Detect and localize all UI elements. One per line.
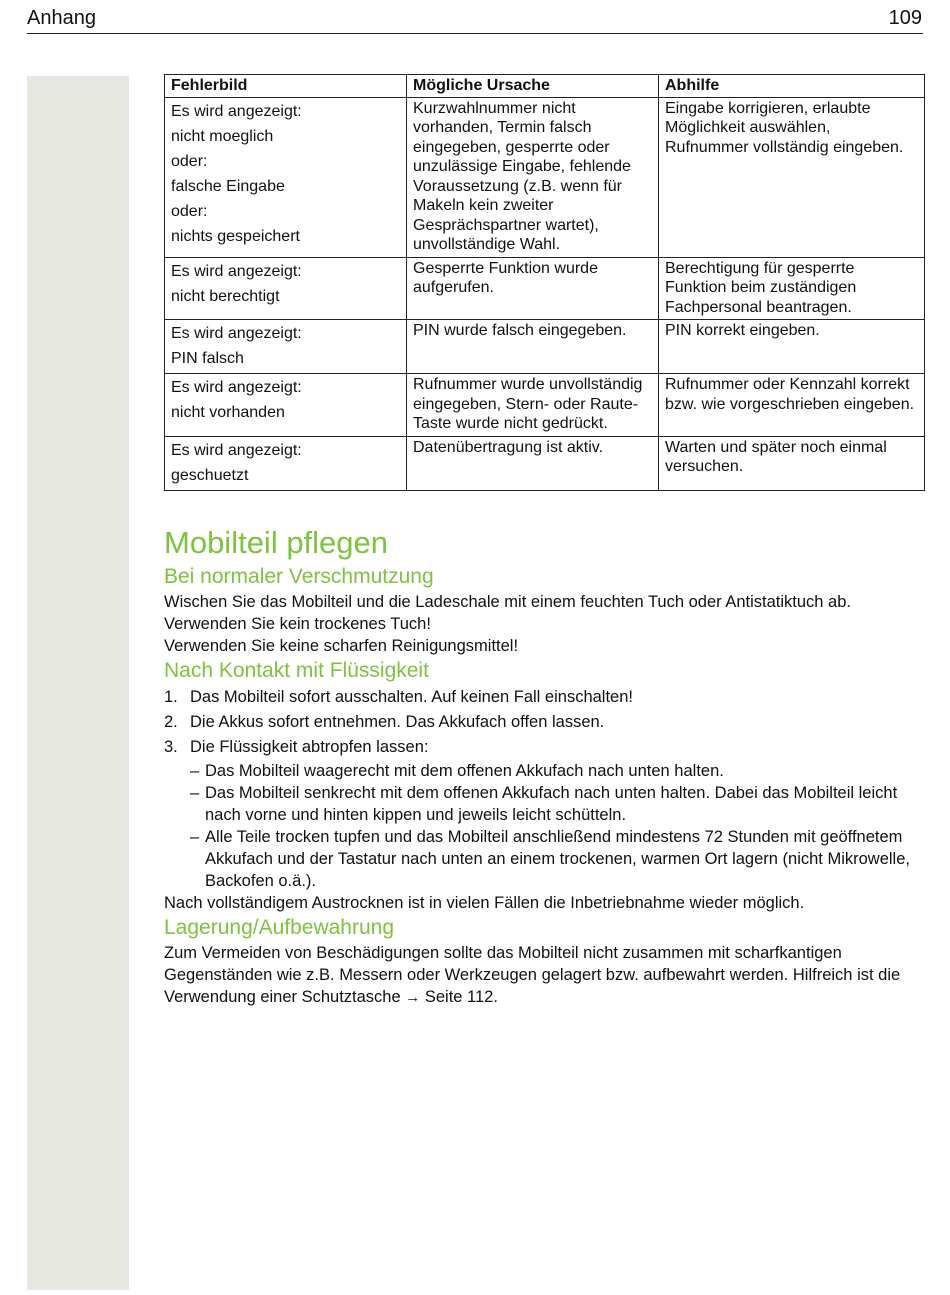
step-text: Die Akkus sofort entnehmen. Das Akkufach offen lassen. (190, 712, 605, 731)
table-row (165, 436, 925, 490)
sub-item-text: Das Mobilteil waagerecht mit dem offenen Akkufach nach unten halten. (205, 761, 724, 780)
column-header-cause: Mögliche Ursache (407, 75, 659, 98)
symptom-line: Es wird angezeigt: (171, 325, 302, 342)
header-title: Anhang (27, 7, 96, 29)
cause-text: Datenübertragung ist aktiv. (413, 438, 604, 456)
list-item (164, 685, 924, 710)
remedy-text: Warten und später noch einmal versuchen. (665, 438, 887, 475)
storage-body: Zum Vermeiden von Beschädigungen sollte das Mobilteil nicht zusammen mit scharfkantigen Gegenständen wie z.B. Messern oder Werkzeugen gelagert bzw. aufbewahrt werden. Hilfreich ist die Verwendung einer Schutztasche (164, 943, 901, 1006)
remedy-cell (659, 97, 925, 257)
list-item (164, 710, 924, 735)
cause-text: Gesperrte Funktion wurde aufgerufen. (413, 259, 598, 296)
symptom-line: oder: (171, 202, 208, 220)
dash-bullet: – (190, 783, 200, 802)
cause-text: Rufnummer wurde unvollständig eingegeben, Stern- oder Raute-Taste wurde nicht gedrückt. (413, 376, 643, 432)
symptom-line: geschuetzt (171, 466, 249, 484)
header-divider (27, 33, 923, 34)
symptom-line: nicht berechtigt (171, 287, 280, 305)
column-header-symptom: Fehlerbild (165, 75, 407, 98)
symptom-line: Es wird angezeigt: (171, 102, 302, 120)
list-item (190, 826, 924, 892)
symptom-line: oder: (171, 152, 208, 170)
text-line: Verwenden Sie kein trockenes Tuch! (164, 614, 431, 633)
arrow-right-icon: → (405, 988, 421, 1006)
cause-text: PIN wurde falsch eingegeben. (413, 322, 627, 339)
subsection-title-storage: Lagerung/Aufbewahrung (164, 915, 395, 939)
symptom-line: Es wird angezeigt: (171, 262, 302, 280)
dash-bullet: – (190, 761, 200, 780)
text-line: Wischen Sie das Mobilteil und die Ladeschale mit einem feuchten Tuch oder Antistatiktuch ab. (164, 592, 851, 611)
step-number: 3. (164, 737, 178, 756)
symptom-line: PIN falsch (171, 350, 244, 367)
page-reference-link[interactable]: Seite 112. (424, 987, 498, 1006)
storage-text (164, 942, 924, 1009)
subsection-title-liquid: Nach Kontakt mit Flüssigkeit (164, 658, 429, 682)
side-margin-bar (27, 76, 129, 1290)
dash-bullet: – (190, 827, 200, 846)
troubleshooting-table (164, 74, 925, 491)
symptom-line: nicht vorhanden (171, 404, 285, 421)
step-number: 2. (164, 712, 178, 731)
text-line: Verwenden Sie keine scharfen Reinigungsmittel! (164, 636, 519, 655)
symptom-line: Es wird angezeigt: (171, 441, 302, 459)
remedy-cell (659, 320, 925, 374)
symptom-line: nicht moeglich (171, 127, 274, 145)
drying-sub-list (164, 760, 924, 892)
remedy-cell (659, 436, 925, 490)
column-header-remedy: Abhilfe (659, 75, 925, 98)
symptom-line: nichts gespeichert (171, 227, 300, 245)
sub-item-text: Das Mobilteil senkrecht mit dem offenen Akkufach nach unten halten. Dabei das Mobilteil leicht nach vorne und hinten kippen und jeweils leicht schütteln. (205, 783, 898, 824)
symptom-cell (165, 97, 407, 257)
cause-cell (407, 320, 659, 374)
step-text: Die Flüssigkeit abtropfen lassen: (190, 737, 429, 756)
cause-cell (407, 374, 659, 437)
symptom-line: Es wird angezeigt: (171, 379, 302, 396)
table-row (165, 257, 925, 320)
cause-cell (407, 436, 659, 490)
sub-item-text: Alle Teile trocken tupfen und das Mobilteil anschließend mindestens 72 Stunden mit geöffnetem Akkufach und der Tastatur nach unten an einem trockenen, warmen Ort lagern (nicht Mikrowelle, Backofen o.ä.). (205, 827, 910, 890)
table-row (165, 374, 925, 437)
table-row (165, 320, 925, 374)
symptom-cell (165, 436, 407, 490)
page-number: 109 (888, 7, 922, 29)
section-title: Mobilteil pflegen (164, 524, 389, 560)
remedy-text: PIN korrekt eingeben. (665, 322, 820, 339)
remedy-cell (659, 374, 925, 437)
subsection-title-normal-dirt: Bei normaler Verschmutzung (164, 564, 434, 588)
symptom-line: falsche Eingabe (171, 177, 285, 195)
remedy-text: Berechtigung für gesperrte Funktion beim zuständigen Fachpersonal beantragen. (665, 259, 857, 316)
table-header-row (165, 75, 925, 98)
drying-closing-text: Nach vollständigem Austrocknen ist in vielen Fällen die Inbetriebnahme wieder möglich. (164, 893, 805, 912)
page-content (164, 74, 924, 1009)
cause-cell (407, 97, 659, 257)
step-number: 1. (164, 687, 178, 706)
list-item (190, 782, 924, 826)
normal-cleaning-text (164, 591, 924, 657)
cause-cell (407, 257, 659, 320)
remedy-cell (659, 257, 925, 320)
cause-text: Kurzwahlnummer nicht vorhanden, Termin falsch eingegeben, gesperrte oder unzulässige Eingabe, fehlende Voraussetzung (z.B. wenn für Makeln kein zweiter Gesprächspartner wartet), unvollständige Wahl. (413, 99, 631, 253)
symptom-cell (165, 257, 407, 320)
liquid-steps-list (164, 685, 924, 760)
symptom-cell (165, 374, 407, 437)
remedy-text: Rufnummer oder Kennzahl korrekt bzw. wie vorgeschrieben eingeben. (665, 376, 915, 413)
remedy-text: Eingabe korrigieren, erlaubte Möglichkeit auswählen, Rufnummer vollständig eingeben. (665, 99, 904, 156)
list-item (190, 760, 924, 782)
list-item (164, 735, 924, 760)
symptom-cell (165, 320, 407, 374)
table-row (165, 97, 925, 257)
step-text: Das Mobilteil sofort ausschalten. Auf keinen Fall einschalten! (190, 687, 633, 706)
